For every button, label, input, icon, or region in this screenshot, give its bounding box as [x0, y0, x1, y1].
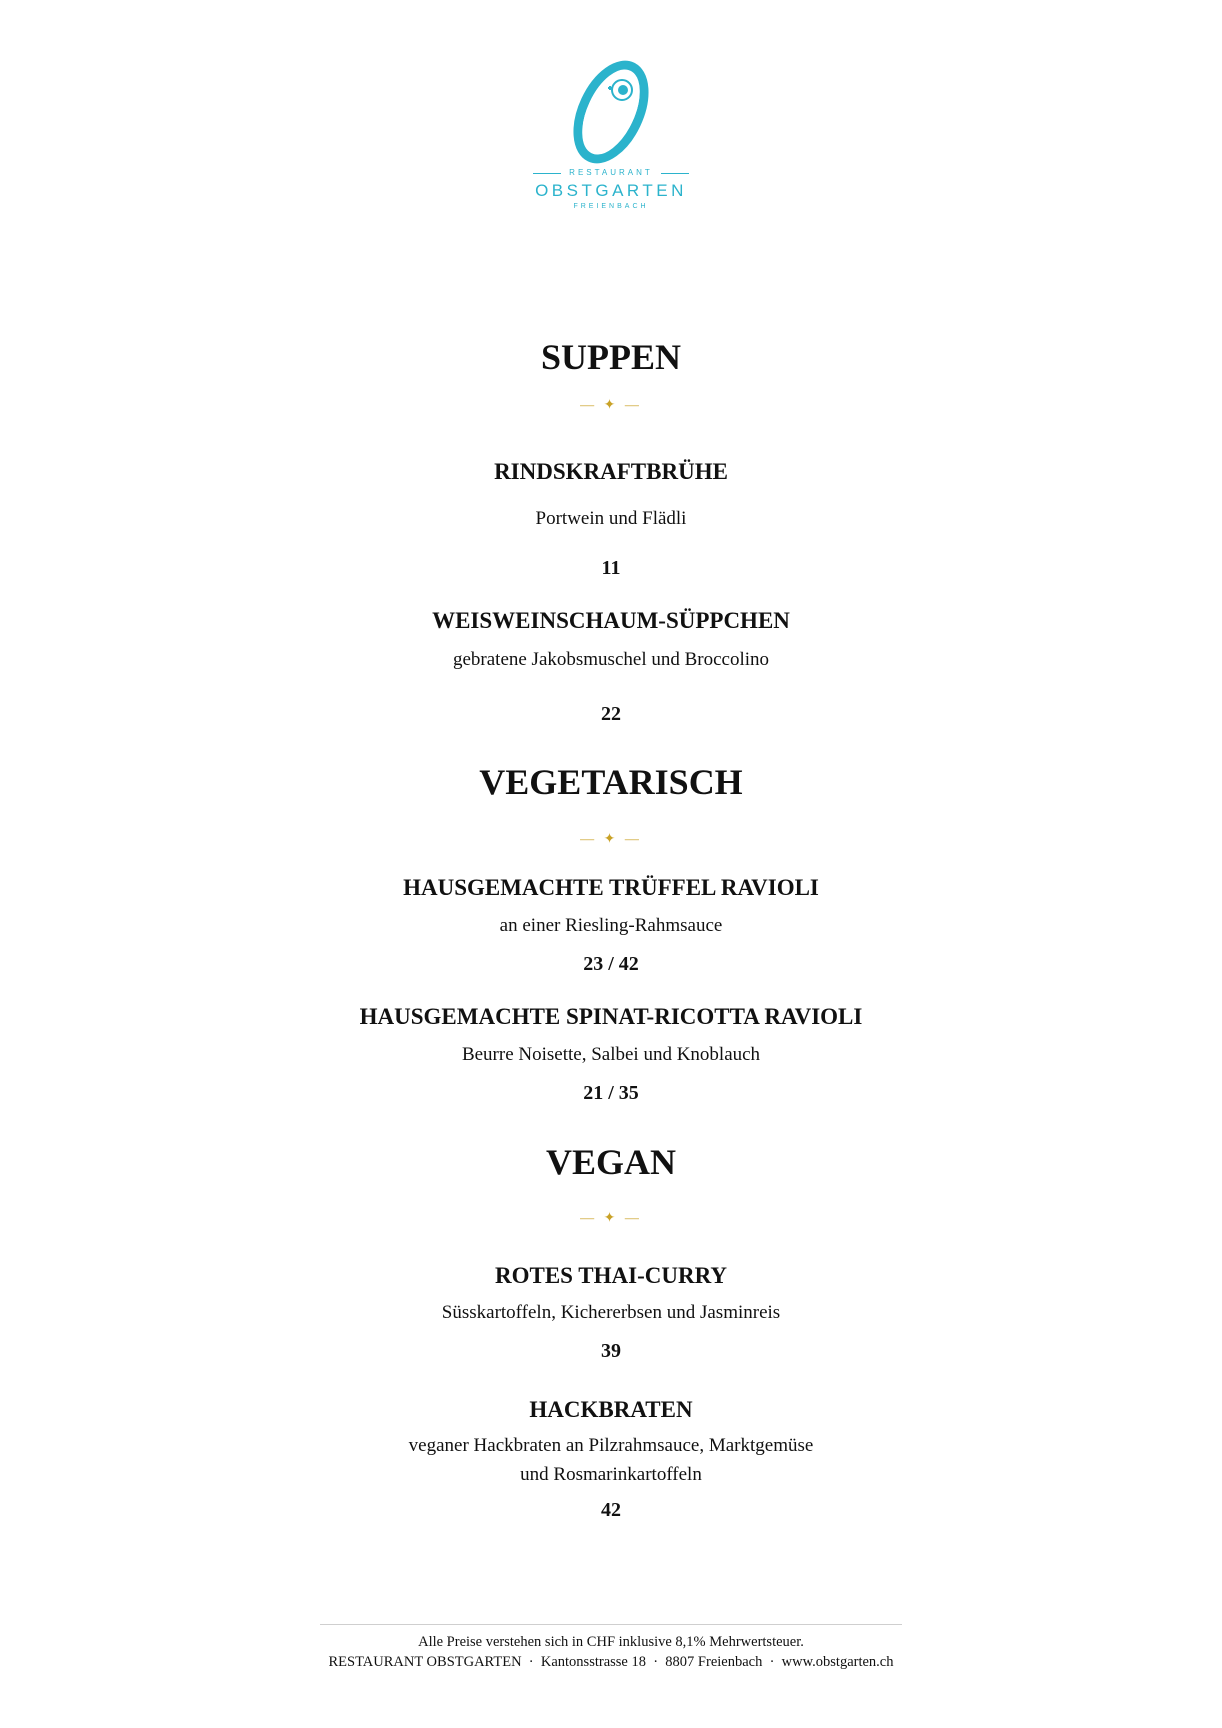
logo-restaurant-label: [0, 168, 1222, 178]
menu-item-name: HAUSGEMACHTE SPINAT-RICOTTA RAVIOLI: [359, 1004, 863, 1029]
obstgarten-o-monogram-icon: [556, 58, 666, 168]
menu-item-name: HAUSGEMACHTE TRÜFFEL RAVIOLI: [403, 875, 819, 900]
menu-item-name: ROTES THAI-CURRY: [495, 1263, 727, 1288]
menu-item-desc: an einer Riesling-Rahmsauce: [499, 915, 723, 936]
footer-address: RESTAURANT OBSTGARTEN · Kantonsstrasse 18 · 8807 Freienbach · www.obstgarten.ch: [328, 1654, 894, 1670]
menu-item-desc: gebratene Jakobsmuschel und Broccolino: [452, 649, 770, 670]
section-divider: — ✦ —: [580, 832, 642, 847]
menu-item-price: 23 / 42: [583, 953, 639, 975]
menu-item-price: 21 / 35: [583, 1082, 639, 1104]
footer-divider: [320, 1624, 902, 1625]
menu-item-desc: Portwein und Flädli: [535, 508, 687, 529]
logo-name: OBSTGARTEN: [535, 181, 687, 200]
footer-vat-note: Alle Preise verstehen sich in CHF inklusive 8,1% Mehrwertsteuer.: [418, 1634, 804, 1650]
menu-item-desc: veganer Hackbraten an Pilzrahmsauce, Marktgemüse: [408, 1435, 814, 1456]
menu-item-name: HACKBRATEN: [529, 1397, 693, 1422]
menu-item-desc: Beurre Noisette, Salbei und Knoblauch: [461, 1044, 761, 1065]
section-divider: — ✦ —: [580, 398, 642, 413]
menu-item-name: RINDSKRAFTBRÜHE: [494, 459, 728, 484]
menu-item-desc-line2: und Rosmarinkartoffeln: [520, 1464, 702, 1485]
logo-small-text: RESTAURANT: [569, 168, 653, 177]
logo-city: FREIENBACH: [573, 203, 649, 210]
menu-item-price: 11: [601, 557, 621, 579]
menu-item-price: 39: [601, 1340, 621, 1362]
menu-item-price: 22: [601, 703, 621, 725]
section-title-suppen: SUPPEN: [540, 337, 681, 377]
logo-rule-left: [533, 173, 561, 174]
menu-item-name: WEISWEINSCHAUM-SÜPPCHEN: [432, 608, 790, 633]
menu-item-desc: Süsskartoffeln, Kichererbsen und Jasminreis: [441, 1302, 781, 1323]
section-divider: — ✦ —: [580, 1211, 642, 1226]
logo-rule-right: [661, 173, 689, 174]
menu-item-price: 42: [601, 1499, 621, 1521]
section-title-vegetarisch: VEGETARISCH: [479, 762, 743, 802]
section-title-vegan: VEGAN: [545, 1142, 676, 1182]
restaurant-logo: [0, 58, 1222, 212]
